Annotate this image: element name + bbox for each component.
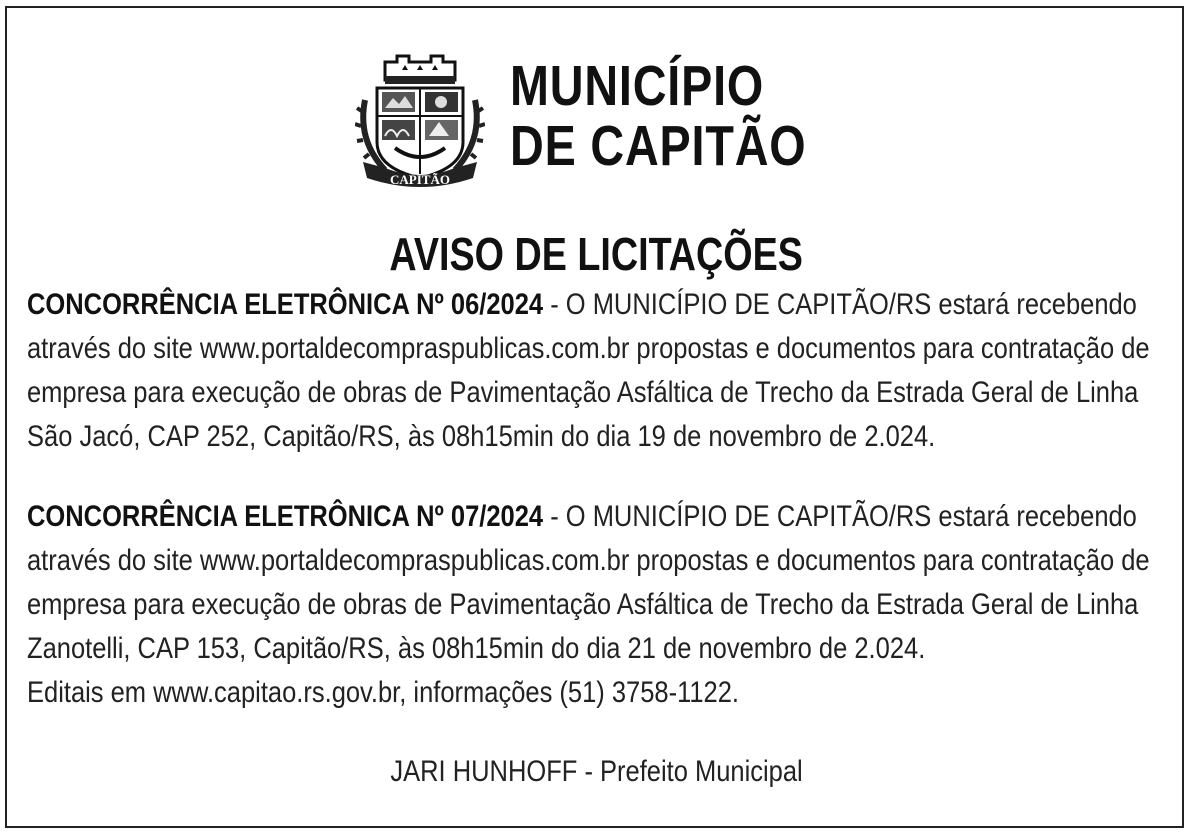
notice-item-1-line-4: São Jacó, CAP 252, Capitão/RS, às 08h15min do dia 19 de novembro de 2.024. xyxy=(27,420,936,453)
crest-text: CAPITÃO xyxy=(390,172,450,187)
notice-item-2-label: CONCORRÊNCIA ELETRÔNICA Nº 07/2024 xyxy=(27,500,544,533)
notice-item-2-line-3: empresa para execução de obras de Pavimentação Asfáltica de Trecho da Estrada Geral de Linha xyxy=(27,588,1139,621)
notice-item-1 xyxy=(27,283,1187,459)
notice-item-1-line-2: através do site www.portaldecompraspublicas.com.br propostas e documentos para contratação de xyxy=(27,332,1150,365)
municipal-coat-of-arms-icon xyxy=(355,50,485,190)
notice-item-2-line-4: Zanotelli, CAP 153, Capitão/RS, às 08h15min do dia 21 de novembro de 2.024. xyxy=(27,632,926,665)
notice-item-1-line-1: CONCORRÊNCIA ELETRÔNICA Nº 06/2024 - O MUNICÍPIO DE CAPITÃO/RS estará recebendo xyxy=(27,288,1137,321)
notice-item-1-label: CONCORRÊNCIA ELETRÔNICA Nº 06/2024 xyxy=(27,288,544,321)
notice-item-2-line-1: CONCORRÊNCIA ELETRÔNICA Nº 07/2024 - O MUNICÍPIO DE CAPITÃO/RS estará recebendo xyxy=(27,500,1137,533)
header xyxy=(355,50,835,190)
notice-item-1-line-3: empresa para execução de obras de Pavimentação Asfáltica de Trecho da Estrada Geral de Linha xyxy=(27,376,1139,409)
signature: JARI HUNHOFF - Prefeito Municipal xyxy=(390,755,803,788)
notice-item-2 xyxy=(27,495,1187,715)
editais-line: Editais em www.capitao.rs.gov.br, informações (51) 3758-1122. xyxy=(27,676,739,709)
notice-item-2-line-2: através do site www.portaldecompraspublicas.com.br propostas e documentos para contratação de xyxy=(27,544,1150,577)
notice-heading: AVISO DE LICITAÇÕES xyxy=(389,228,804,280)
title-line-1: MUNICÍPIO xyxy=(510,54,765,118)
page-title xyxy=(510,56,806,176)
title-line-2: DE CAPITÃO xyxy=(510,114,807,178)
